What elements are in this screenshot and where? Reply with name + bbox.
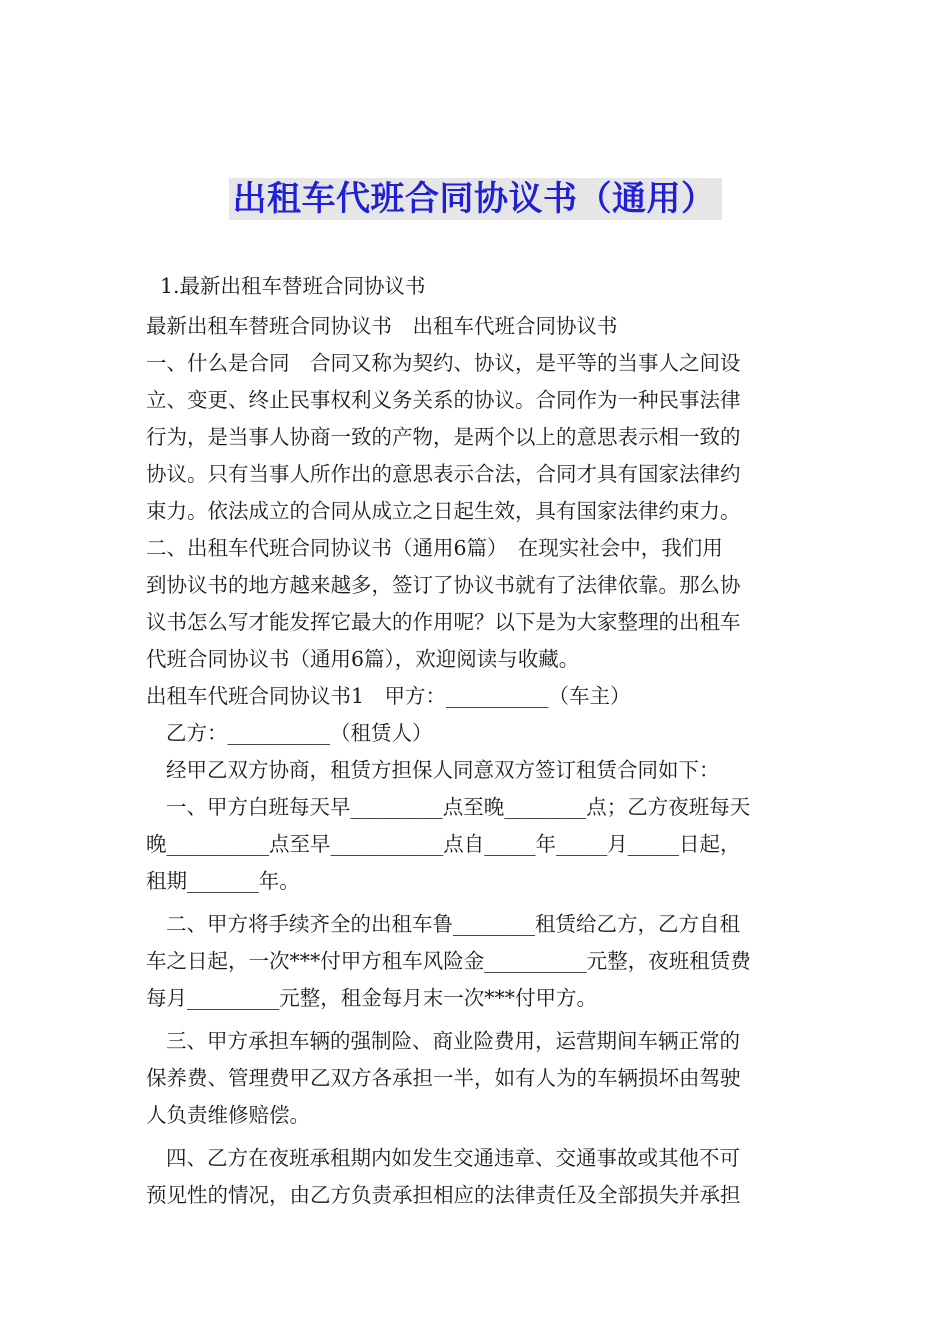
paragraph-line: 代班合同协议书（通用6篇），欢迎阅读与收藏。: [146, 647, 580, 671]
contract-intro-line: 经甲乙双方协商，租赁方担保人同意双方签订租赁合同如下：: [166, 758, 720, 782]
title-container: [0, 178, 950, 220]
paragraph-line: 议书怎么写才能发挥它最大的作用呢？以下是为大家整理的出租车: [146, 610, 741, 634]
clause-3-line: 三、甲方承担车辆的强制险、商业险费用，运营期间车辆正常的: [166, 1029, 740, 1053]
clause-2-line: 车之日起，一次***付甲方租车风险金__________元整，夜班租赁费: [146, 949, 751, 973]
clause-2-line: 每月_________元整，租金每月末一次***付甲方。: [146, 986, 597, 1010]
clause-1-line: 租期_______年。: [146, 869, 300, 893]
clause-4-line: 四、乙方在夜班承租期内如发生交通违章、交通事故或其他不可: [166, 1146, 740, 1170]
section-heading: 1.最新出租车替班合同协议书: [160, 274, 426, 298]
paragraph-line: 最新出租车替班合同协议书 出租车代班合同协议书: [146, 314, 618, 338]
paragraph-line: 一、什么是合同 合同又称为契约、协议，是平等的当事人之间设: [146, 351, 741, 375]
paragraph-line: 二、出租车代班合同协议书（通用6篇） 在现实社会中，我们用: [146, 536, 723, 560]
contract-party-a-line: 出租车代班合同协议书1 甲方：__________（车主）: [146, 684, 631, 708]
paragraph-line: 行为，是当事人协商一致的产物，是两个以上的意思表示相一致的: [146, 425, 741, 449]
paragraph-line: 到协议书的地方越来越多，签订了协议书就有了法律依靠。那么协: [146, 573, 741, 597]
paragraph-line: 束力。依法成立的合同从成立之日起生效，具有国家法律约束力。: [146, 499, 741, 523]
paragraph-line: 立、变更、终止民事权利义务关系的协议。合同作为一种民事法律: [146, 388, 741, 412]
clause-2-line: 二、甲方将手续齐全的出租车鲁________租赁给乙方，乙方自租: [166, 912, 740, 936]
clause-3-line: 人负责维修赔偿。: [146, 1103, 310, 1127]
paragraph-line: 协议。只有当事人所作出的意思表示合法，合同才具有国家法律约: [146, 462, 741, 486]
clause-3-line: 保养费、管理费甲乙双方各承担一半，如有人为的车辆损坏由驾驶: [146, 1066, 741, 1090]
clause-4-line: 预见性的情况，由乙方负责承担相应的法律责任及全部损失并承担: [146, 1183, 741, 1207]
clause-1-line: 一、甲方白班每天早_________点至晚________点；乙方夜班每天: [166, 795, 751, 819]
document-title: 出租车代班合同协议书（通用）: [229, 178, 722, 220]
contract-party-b-line: 乙方：__________（租赁人）: [166, 721, 433, 745]
clause-1-line: 晚__________点至早___________点自_____年_____月_____日起，: [146, 832, 741, 856]
document-body: [146, 268, 808, 1214]
